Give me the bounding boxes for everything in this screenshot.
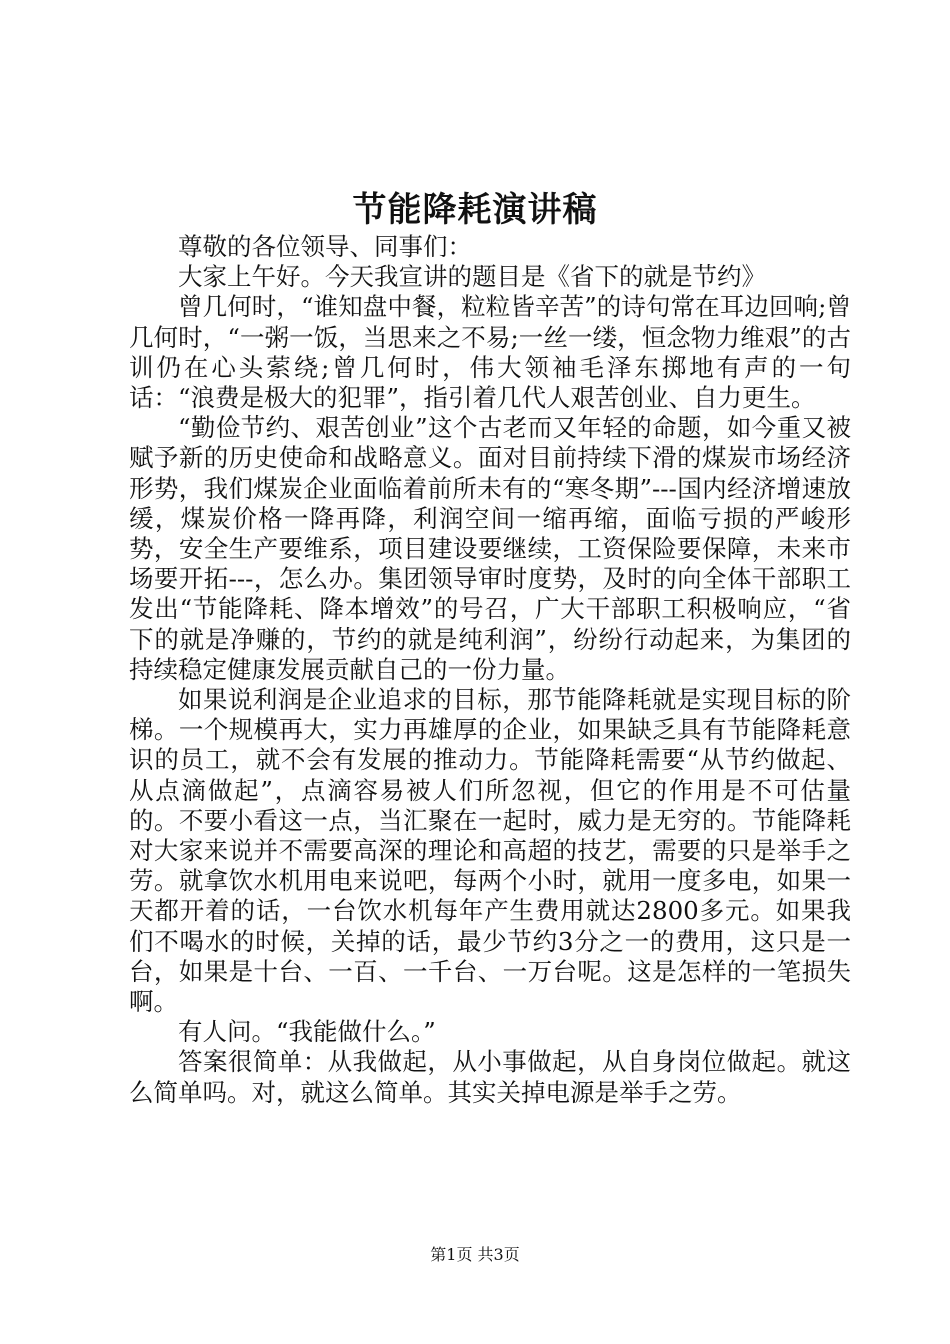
page-number-footer: 第1页 共3页 [430,1245,520,1264]
body-paragraph: 答案很简单：从我做起，从小事做起，从自身岗位做起。就这么简单吗。对，就这么简单。其实关掉电源是举手之劳。 [129,1047,851,1107]
body-paragraph: “勤俭节约、艰苦创业”这个古老而又年轻的命题，如今重又被赋予新的历史使命和战略意义。面对目前持续下滑的煤炭市场经济形势，我们煤炭企业面临着前所未有的“寒冬期”---国内经济增速放缓，煤炭价格一降再降，利润空间一缩再缩，面临亏损的严峻形势，安全生产要维系，项目建设要继续，工资保险要保障，未来市场要开拓---，怎么办。集团领导审时度势，及时的向全体干部职工发出“节能降耗、降本增效”的号召，广大干部职工积极响应，“省下的就是净赚的，节约的就是纯利润”，纷纷行动起来，为集团的持续稳定健康发展贡献自己的一份力量。 [129,413,851,684]
greeting-paragraph: 大家上午好。今天我宣讲的题目是《省下的就是节约》 [178,262,766,292]
document-title: 节能降耗演讲稿 [352,190,598,230]
body-paragraph: 有人问。“我能做什么。” [178,1017,436,1047]
body-paragraph: 如果说利润是企业追求的目标，那节能降耗就是实现目标的阶梯。一个规模再大，实力再雄厚的企业，如果缺乏具有节能降耗意识的员工，就不会有发展的推动力。节能降耗需要“从节约做起、从点滴做起”，点滴容易被人们所忽视，但它的作用是不可估量的。不要小看这一点，当汇聚在一起时，威力是无穷的。节能降耗对大家来说并不需要高深的理论和高超的技艺，需要的只是举手之劳。就拿饮水机用电来说吧，每两个小时，就用一度多电，如果一天都开着的话，一台饮水机每年产生费用就达2800多元。如果我们不喝水的时候，关掉的话，最少节约3分之一的费用，这只是一台，如果是十台、一百、一千台、一万台呢。这是怎样的一笔损失啊。 [129,685,851,1017]
body-paragraph: 曾几何时，“谁知盘中餐，粒粒皆辛苦”的诗句常在耳边回响;曾几何时，“一粥一饭，当思来之不易;一丝一缕，恒念物力维艰”的古训仍在心头萦绕;曾几何时，伟大领袖毛泽东掷地有声的一句话：“浪费是极大的犯罪”，指引着几代人艰苦创业、自力更生。 [129,292,851,413]
salutation-paragraph: 尊敬的各位领导、同事们： [178,232,472,261]
document-body [129,232,851,1108]
